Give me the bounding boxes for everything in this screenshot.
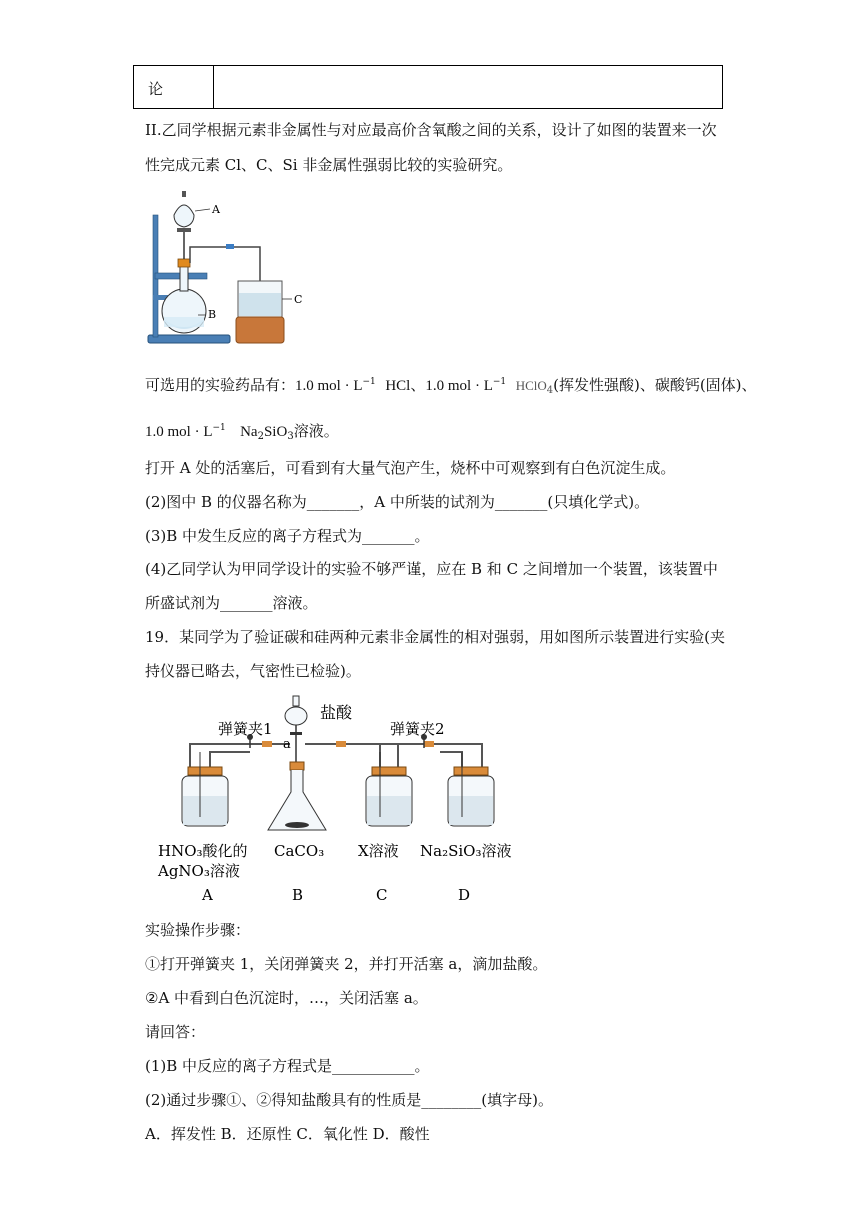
question-4-line1: (4)乙同学认为甲同学设计的实验不够严谨，应在 B 和 C 之间增加一个装置，该装置中 [145,560,718,578]
hclo4-sub: 4 [546,385,554,396]
na2sio3-tail: 溶液。 [293,422,339,440]
answer-options: A．挥发性 B．还原性 C．氧化性 D．酸性 [145,1125,430,1143]
section2-intro-line2: 性完成元素 Cl、C、Si 非金属性强弱比较的实验研究。 [145,156,513,174]
apparatus-figure-2 [150,692,530,907]
hcl-label: 盐酸 [320,703,353,722]
reagents-line1 [145,372,757,401]
na2sio3-b: SiO [263,424,288,440]
sub-question-2: (2)通过步骤①、②得知盐酸具有的性质是________(填字母)。 [145,1091,553,1109]
step-2: ②A 中看到白色沉淀时，…，关闭活塞 a。 [145,989,428,1007]
vessel-a-label-2: AgNO₃溶液 [158,862,240,880]
question-4-line2: 所盛试剂为_______溶液。 [145,594,318,612]
conc-1-exp: −1 [362,377,376,387]
answer-table [133,65,723,109]
steps-title: 实验操作步骤： [145,921,251,939]
clip1-label: 弹簧夹1 [218,720,273,738]
question-19-line2: 持仪器已略去，气密性已检验)。 [145,662,361,680]
table-cell-label [134,66,214,108]
table-cell-text: 论 [148,80,164,98]
question-19-line1: 19．某同学为了验证碳和硅两种元素非金属性的相对强弱，用如图所示装置进行实验(夹 [145,628,725,646]
hclo4-note: (挥发性强酸)、碳酸钙(固体)、 [553,376,757,394]
fig1-label-b: B [208,308,217,321]
observation-text: 打开 A 处的活塞后，可看到有大量气泡产生，烧杯中可观察到有白色沉淀生成。 [145,459,676,477]
conc-2-exp: −1 [492,377,507,387]
vessel-c-label: X溶液 [358,842,399,860]
vessel-d-label: Na₂SiO₃溶液 [420,842,512,860]
valve-a-label: a [283,737,291,752]
reagents-line2 [145,418,339,447]
conc-3-exp: −1 [212,423,226,433]
letter-b: B [292,886,304,904]
clip2-label: 弹簧夹2 [390,720,445,738]
sub-question-1: (1)B 中反应的离子方程式是___________。 [145,1057,430,1075]
hclo4-reagent: HClO [515,378,547,393]
step-1: ①打开弹簧夹 1，关闭弹簧夹 2，并打开活塞 a，滴加盐酸。 [145,955,548,973]
fig1-label-a: A [212,203,220,216]
please-answer: 请回答： [145,1023,206,1041]
question-3: (3)B 中发生反应的离子方程式为_______。 [145,527,430,545]
na2sio3-sub2: 3 [287,431,294,442]
letter-c: C [376,886,388,904]
vessel-a-label-1: HNO₃酸化的 [158,842,248,860]
hcl-reagent: HCl、 [385,378,426,394]
letter-d: D [458,886,471,904]
na2sio3-a: Na [240,424,258,440]
reagents-prefix: 可选用的实验药品有： [145,376,296,394]
letter-a: A [202,886,213,904]
conc-3: 1.0 mol · L [145,424,213,440]
fig1-label-c: C [294,293,303,306]
question-2: (2)图中 B 的仪器名称为_______，A 中所装的试剂为_______(只填化学式)。 [145,493,650,511]
na2sio3-sub1: 2 [257,431,264,442]
vessel-b-label: CaCO₃ [274,842,325,860]
apparatus-figure-1 [140,185,310,355]
section2-intro-line1: II.乙同学根据元素非金属性与对应最高价含氧酸之间的关系，设计了如图的装置来一次 [145,121,717,139]
conc-2: 1.0 mol · L [425,378,493,394]
conc-1: 1.0 mol · L [295,378,363,394]
